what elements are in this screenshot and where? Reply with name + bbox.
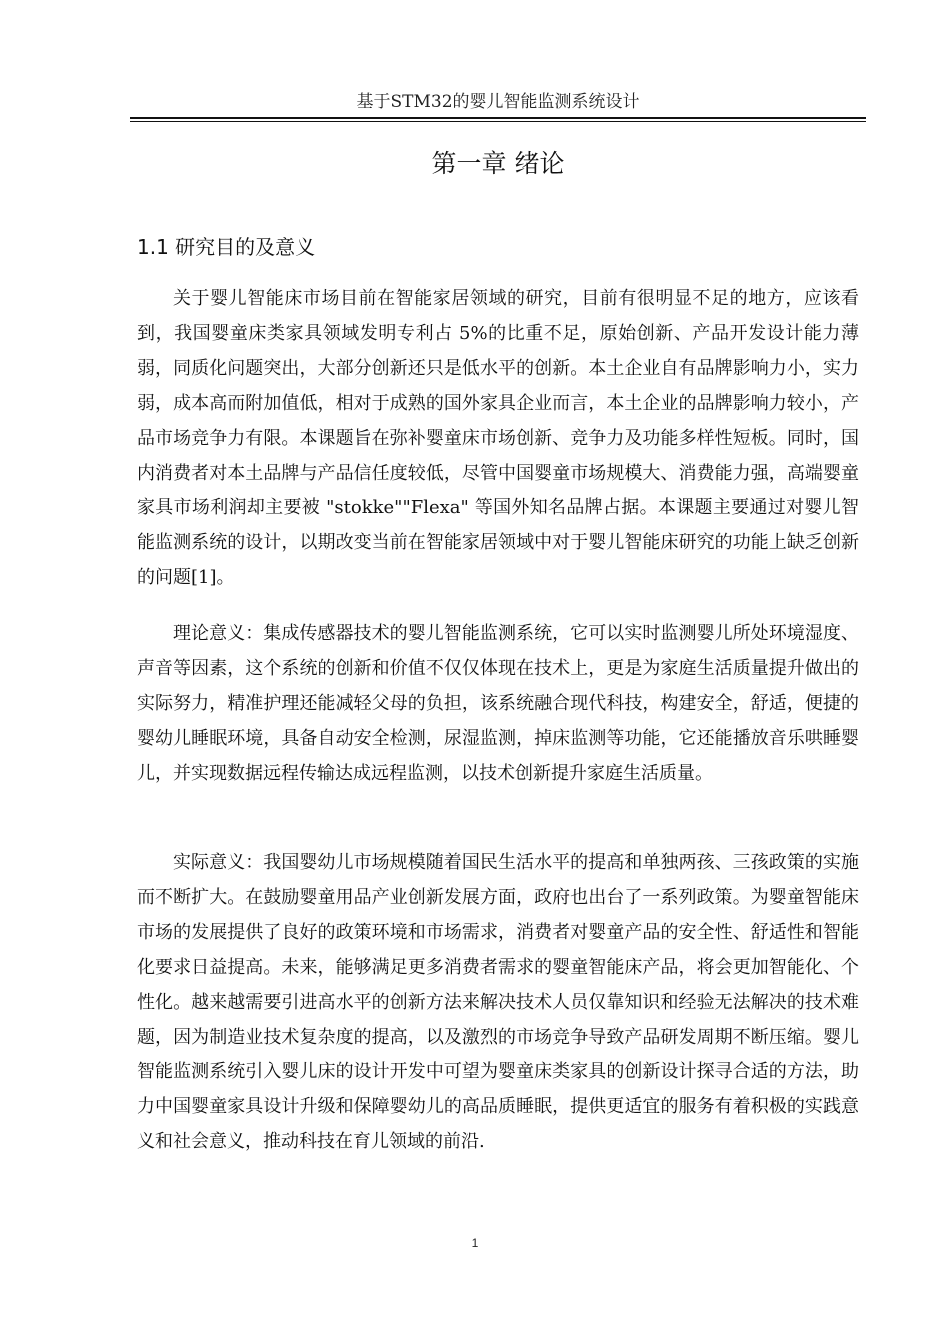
paragraph-research-purpose: 关于婴儿智能床市场目前在智能家居领域的研究，目前有很明显不足的地方，应该看到，我国婴童床类家具领域发明专利占 5%的比重不足，原始创新、产品开发设计能力薄弱，同质化问题突出，大部分创新还只是低水平的创新。本土企业自有品牌影响力小，实力弱，成本高而附加值低，相对于成熟的国外家具企业而言，本土企业的品牌影响力较小，产品市场竞争力有限。本课题旨在弥补婴童床市场创新、竞争力及功能多样性短板。同时，国内消费者对本土品牌与产品信任度较低，尽管中国婴童市场规模大、消费能力强，高端婴童家具市场利润却主要被 "stokke""Flexa" 等国外知名品牌占据。本课题主要通过对婴儿智能监测系统的设计，以期改变当前在智能家居领域中对于婴儿智能床研究的功能上缺乏创新的问题[1]。 [137,288,859,589]
header-rule-thin [130,121,866,122]
chapter-title: 第一章 绪论 [431,149,565,178]
paragraph-practical-significance: 实际意义：我国婴幼儿市场规模随着国民生活水平的提高和单独两孩、三孩政策的实施而不断扩大。在鼓励婴童用品产业创新发展方面，政府也出台了一系列政策。为婴童智能床市场的发展提供了良好的政策环境和市场需求，消费者对婴童产品的安全性、舒适性和智能化要求日益提高。未来，能够满足更多消费者需求的婴童智能床产品，将会更加智能化、个性化。越来越需要引进高水平的创新方法来解决技术人员仅靠知识和经验无法解决的技术难题，因为制造业技术复杂度的提高，以及激烈的市场竞争导致产品研发周期不断压缩。婴儿智能监测系统引入婴儿床的设计开发中可望为婴童床类家具的创新设计探寻合适的方法，助力中国婴童家具设计升级和保障婴幼儿的高品质睡眠，提供更适宜的服务有着积极的实践意义和社会意义，推动科技在育儿领域的前沿. [137,852,859,1153]
header-rule-thick [130,117,866,119]
section-title: 1.1 研究目的及意义 [137,235,316,259]
page-number: 1 [471,1236,479,1250]
paragraph-theoretical-significance: 理论意义：集成传感器技术的婴儿智能监测系统，它可以实时监测婴儿所处环境湿度、声音等因素，这个系统的创新和价值不仅仅体现在技术上，更是为家庭生活质量提升做出的实际努力，精准护理还能减轻父母的负担，该系统融合现代科技，构建安全，舒适，便捷的婴幼儿睡眠环境，具备自动安全检测，尿湿监测，掉床监测等功能，它还能播放音乐哄睡婴儿，并实现数据远程传输达成远程监测，以技术创新提升家庭生活质量。 [137,623,859,784]
running-header: 基于STM32的婴儿智能监测系统设计 [356,92,640,112]
